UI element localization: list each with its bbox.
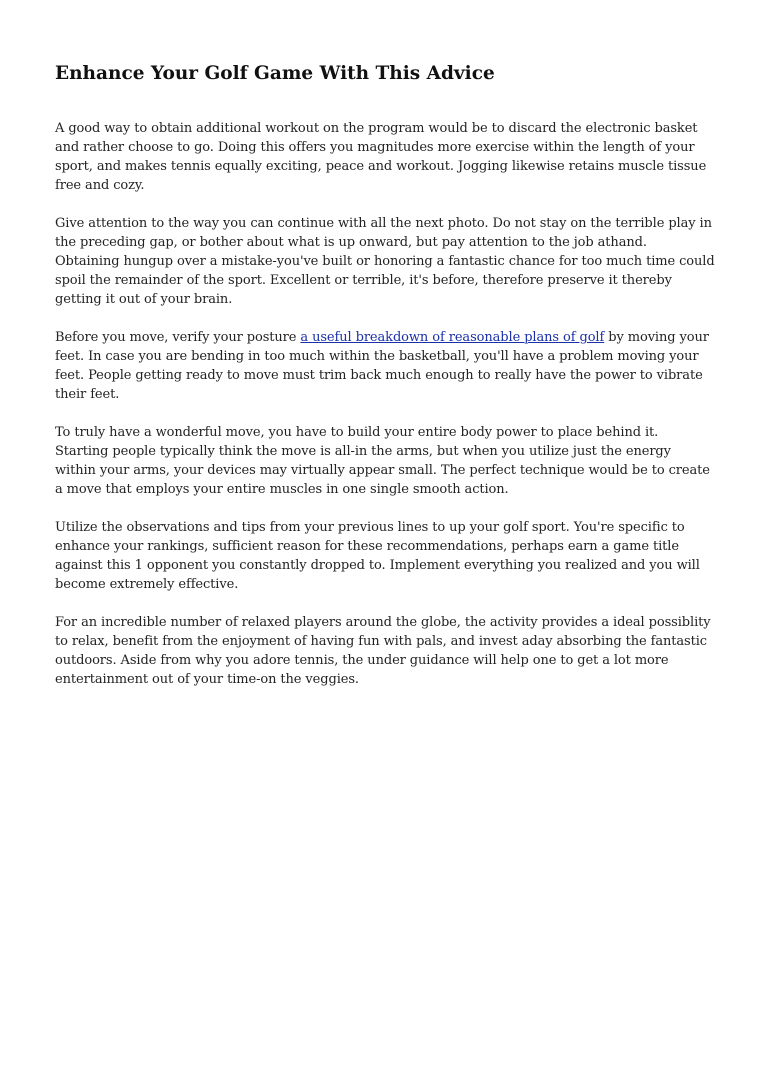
paragraph-3 xyxy=(55,328,715,404)
page-title: Enhance Your Golf Game With This Advice xyxy=(55,63,495,84)
paragraph-6: For an incredible number of relaxed players around the globe, the activity provides a ideal possiblity to relax, benefit from the enjoyment of having fun with pals, and invest aday absorbing the fantastic outdoors. Aside from why you adore tennis, the under guidance will help one to get a lot more entertainment out of your time-on the veggies. xyxy=(55,615,711,687)
paragraph-2: Give attention to the way you can continue with all the next photo. Do not stay on the terrible play in the preceding gap, or bother about what is up onward, but pay attention to the job athand. Obtaining hungup over a mistake-you've built or honoring a fantastic chance for too much time could spoil the remainder of the sport. Excellent or terrible, it's before, therefore preserve it thereby getting it out of your brain. xyxy=(55,216,715,307)
golf-plans-link[interactable]: a useful breakdown of reasonable plans of golf xyxy=(300,330,605,345)
paragraph-5: Utilize the observations and tips from your previous lines to up your golf sport. You're specific to enhance your rankings, sufficient reason for these recommendations, perhaps earn a game title against this 1 opponent you constantly dropped to. Implement everything you realized and you will become extremely effective. xyxy=(55,520,700,592)
paragraph-3-before: Before you move, verify your posture xyxy=(55,330,301,345)
document-page xyxy=(55,58,715,708)
paragraph-1: A good way to obtain additional workout on the program would be to discard the electronic basket and rather choose to go. Doing this offers you magnitudes more exercise within the length of your sport, and makes tennis equally exciting, peace and workout. Jogging likewise retains muscle tissue free and cozy. xyxy=(55,121,707,193)
paragraph-4: To truly have a wonderful move, you have to build your entire body power to place behind it. Starting people typically think the move is all-in the arms, but when you utilize just the energy within your arms, your devices may virtually appear small. The perfect technique would be to create a move that employs your entire muscles in one single smooth action. xyxy=(55,425,710,497)
paragraph-3-after: by moving your feet. In case you are bending in too much within the basketball, you'll have a problem moving your feet. People getting ready to move must trim back much enough to really have the power to vibrate their feet. xyxy=(55,330,709,402)
